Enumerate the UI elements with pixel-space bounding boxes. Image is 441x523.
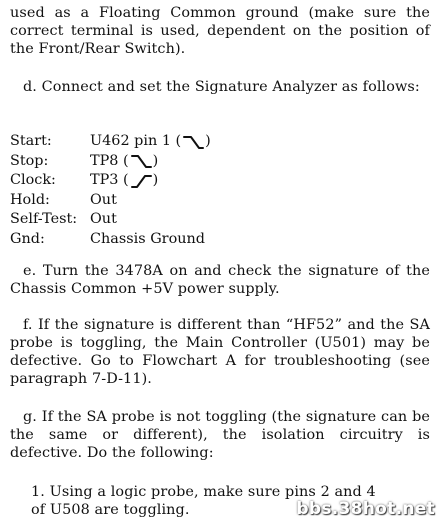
rising-edge-icon (130, 173, 152, 189)
setting-value-text: U462 pin 1 ( (90, 133, 182, 149)
watermark: bbs.38hot.net (296, 499, 435, 519)
setting-value-close: ) (152, 172, 159, 188)
setting-value: Out (90, 191, 117, 208)
setting-label: Gnd: (10, 230, 45, 247)
setting-value (90, 132, 211, 152)
paragraph-g-probe-not-toggling: g. If the SA probe is not toggling (the signature can be the same or different), the isolation circuitry is defective. Do the following: (10, 409, 430, 461)
step-1-logic-probe: 1. Using a logic probe, make sure pins 2 and 4 (31, 484, 376, 500)
setting-value: Out (90, 211, 117, 227)
falling-edge-icon (130, 153, 152, 169)
paragraph-floating-common: used as a Floating Common ground (make sure the correct terminal is used, dependent on the position of the Front/Rear Switch). (10, 5, 430, 57)
signature-analyzer-settings (10, 132, 430, 249)
setting-value (90, 152, 158, 172)
setting-value-close: ) (205, 133, 211, 149)
setting-start (10, 132, 430, 152)
setting-hold (10, 191, 430, 211)
setting-gnd (10, 230, 430, 250)
setting-label: Hold: (10, 191, 50, 208)
setting-value-text: TP3 ( (90, 172, 129, 188)
setting-value-text: TP8 ( (90, 152, 129, 169)
paragraph-e-check-signature: e. Turn the 3478A on and check the signature of the Chassis Common +5V power supply. (10, 263, 430, 297)
setting-self-test (10, 210, 430, 230)
setting-value (90, 171, 158, 191)
setting-stop (10, 152, 430, 172)
step-1-logic-probe-continued: of U508 are toggling. (31, 502, 190, 518)
setting-label: Start: (10, 133, 52, 149)
setting-value-close: ) (152, 152, 159, 169)
setting-label: Clock: (10, 172, 56, 188)
paragraph-f-signature-different: f. If the signature is different than “HF52” and the SA probe is toggling, the Main Controller (U501) may be defective. Go to Flowchart A for troubleshooting (see paragraph 7-D-11). (10, 317, 430, 387)
setting-label: Self-Test: (10, 211, 78, 227)
falling-edge-icon (182, 134, 204, 150)
setting-label: Stop: (10, 152, 49, 169)
setting-clock (10, 171, 430, 191)
setting-value: Chassis Ground (90, 230, 205, 247)
paragraph-d-connect-analyzer: d. Connect and set the Signature Analyzer as follows: (23, 79, 420, 95)
